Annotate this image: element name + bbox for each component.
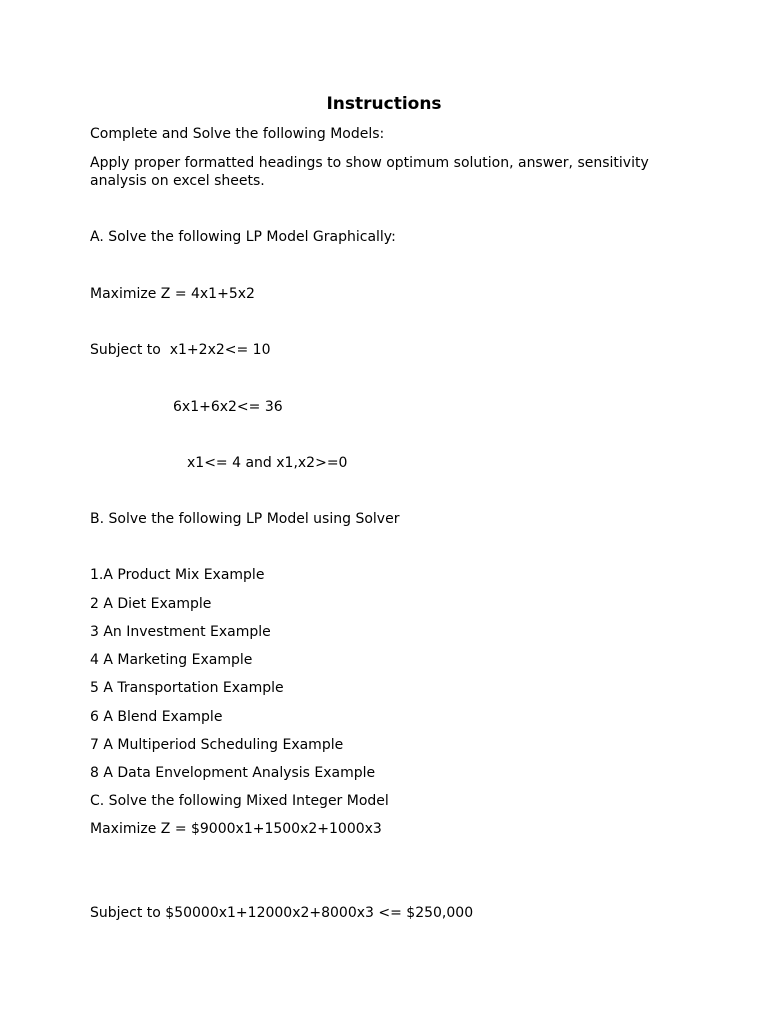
section-b-item: 8 A Data Envelopment Analysis Example <box>90 765 376 781</box>
section-a-constraint-1: Subject to x1+2x2<= 10 <box>90 342 271 358</box>
section-c-objective: Maximize Z = $9000x1+1500x2+1000x3 <box>90 821 382 837</box>
section-a-heading: A. Solve the following LP Model Graphically: <box>90 229 396 245</box>
section-a-objective: Maximize Z = 4x1+5x2 <box>90 286 255 302</box>
section-b-item: 5 A Transportation Example <box>90 680 284 696</box>
intro-text: Complete and Solve the following Models: <box>90 126 385 142</box>
section-b-heading: B. Solve the following LP Model using Solver <box>90 511 400 527</box>
section-c-constraint-1: Subject to $50000x1+12000x2+8000x3 <= $250,000 <box>90 905 474 921</box>
document-title: Instructions <box>326 94 442 114</box>
section-b-item: 4 A Marketing Example <box>90 652 253 668</box>
section-b-item: 6 A Blend Example <box>90 709 223 725</box>
section-b-item: 2 A Diet Example <box>90 596 212 612</box>
section-b-item: 3 An Investment Example <box>90 624 271 640</box>
section-a-constraint-2: 6x1+6x2<= 36 <box>173 399 283 415</box>
section-b-item: 1.A Product Mix Example <box>90 567 265 583</box>
section-b-item: 7 A Multiperiod Scheduling Example <box>90 737 344 753</box>
section-a-constraint-3: x1<= 4 and x1,x2>=0 <box>187 455 348 471</box>
formatting-note: Apply proper formatted headings to show optimum solution, answer, sensitivity analysis on excel sheets. <box>90 155 649 189</box>
section-c-heading: C. Solve the following Mixed Integer Model <box>90 793 389 809</box>
